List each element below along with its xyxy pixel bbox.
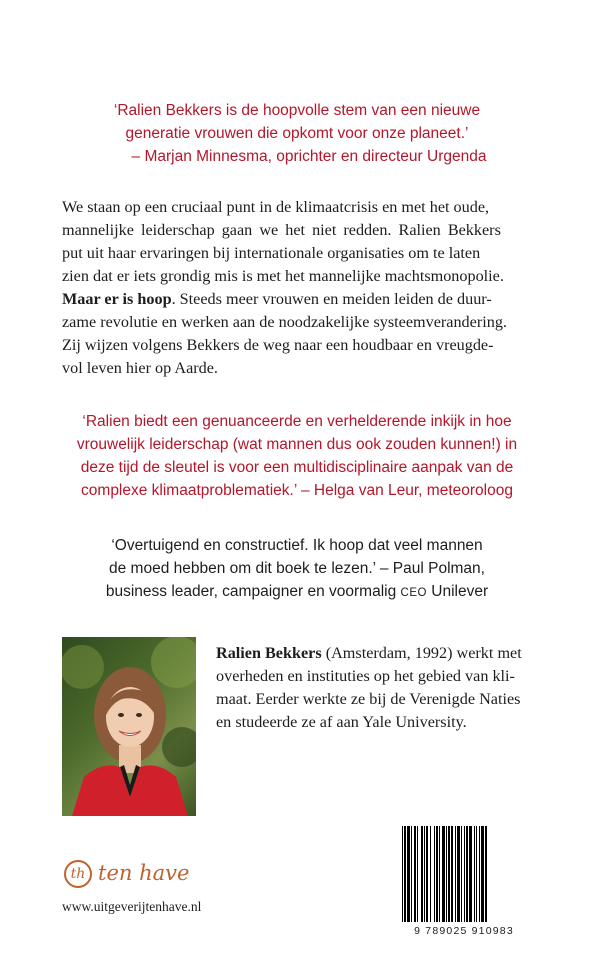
barcode-bar — [464, 826, 465, 922]
barcode-bar — [457, 826, 460, 922]
blurb-line: put uit haar ervaringen bij internationale organisaties om te laten — [62, 244, 481, 262]
blurb-line: mannelijke leiderschap gaan we het niet redden. Ralien Bekkers — [62, 221, 501, 239]
barcode-bar — [461, 826, 462, 922]
quote-line: deze tijd de sleutel is voor een multidisciplinaire aanpak van de — [80, 459, 514, 476]
barcode-bar — [411, 826, 412, 922]
barcode-bar — [404, 826, 406, 922]
isbn-number: 9 789025 910983 — [414, 925, 514, 937]
barcode-bar — [466, 826, 468, 922]
barcode-bar — [424, 826, 425, 922]
quote-line: complexe klimaatproblematiek.’ – Helga van Leur, meteoroloog — [81, 482, 513, 499]
barcode-bar — [485, 826, 487, 922]
blurb-line: vol leven hier op Aarde. — [62, 359, 218, 377]
publisher-logo-icon: th — [64, 860, 92, 888]
bio-line: overheden en instituties op het gebied van kli- — [216, 667, 515, 685]
barcode-bar — [430, 826, 431, 922]
quote-line: ‘Ralien biedt een genuanceerde en verhelderende inkijk in hoe — [82, 413, 512, 430]
publisher-name: ten have — [98, 861, 190, 885]
barcode-bar — [402, 826, 403, 922]
quote-attribution: – Marjan Minnesma, oprichter en directeur Urgenda — [131, 148, 487, 165]
barcode-bar — [469, 826, 472, 922]
barcode-bar — [481, 826, 484, 922]
barcode-bar — [446, 826, 447, 922]
barcode-bar — [434, 826, 435, 922]
barcode-bar — [421, 826, 423, 922]
author-portrait-illustration — [62, 637, 196, 816]
quote-line: ‘Ralien Bekkers is de hoopvolle stem van een nieuwe — [113, 102, 481, 119]
barcode-bar — [442, 826, 445, 922]
barcode-bar — [455, 826, 456, 922]
blurb-emphasis: Maar er is hoop — [62, 290, 172, 308]
barcode-bar — [476, 826, 477, 922]
quote-line: de moed hebben om dit boek te lezen.’ – Paul Polman, — [109, 560, 485, 577]
blurb-line: Maar er is hoop. Steeds meer vrouwen en meiden leiden de duur- — [62, 290, 492, 308]
barcode-bar — [451, 826, 453, 922]
bio-line: maat. Eerder werkte ze bij de Verenigde Naties — [216, 690, 521, 708]
barcode-bar — [436, 826, 438, 922]
barcode — [398, 826, 530, 936]
quote-minnesma — [0, 99, 594, 168]
quote-line: generatie vrouwen die opkomt voor onze planeet.’ — [125, 125, 469, 142]
bio-line: en studeerde ze af aan Yale University. — [216, 713, 467, 731]
quote-polman — [0, 534, 594, 605]
barcode-bar — [426, 826, 428, 922]
blurb-line: zame revolutie en werken aan de noodzakelijke systeemverandering. — [62, 313, 507, 331]
quote-line: vrouwelijk leiderschap (wat mannen dus ook zouden kunnen!) in — [76, 436, 518, 453]
blurb-line: Zij wijzen volgens Bekkers de weg naar een houdbaar en vreugde- — [62, 336, 494, 354]
barcode-bar — [448, 826, 450, 922]
blurb — [62, 196, 534, 380]
publisher-url: www.uitgeverijtenhave.nl — [62, 899, 202, 914]
quote-line: business leader, campaigner en voormalig CEO Unilever — [105, 583, 489, 600]
barcode-bar — [414, 826, 416, 922]
quote-van-leur — [0, 410, 594, 502]
barcode-bar — [439, 826, 440, 922]
author-name: Ralien Bekkers — [216, 644, 322, 662]
bio-line: Ralien Bekkers (Amsterdam, 1992) werkt met — [216, 644, 522, 662]
blurb-line: We staan op een cruciaal punt in de klimaatcrisis en met het oude, — [62, 198, 490, 216]
author-bio — [216, 642, 522, 734]
barcode-bar — [474, 826, 475, 922]
barcode-bar — [417, 826, 418, 922]
barcode-bar — [407, 826, 410, 922]
quote-line: ‘Overtuigend en constructief. Ik hoop dat veel mannen — [111, 537, 483, 554]
barcode-bar — [479, 826, 480, 922]
blurb-line: zien dat er iets grondig mis is met het mannelijke machtsmonopolie. — [62, 267, 504, 285]
author-photo — [62, 637, 196, 816]
